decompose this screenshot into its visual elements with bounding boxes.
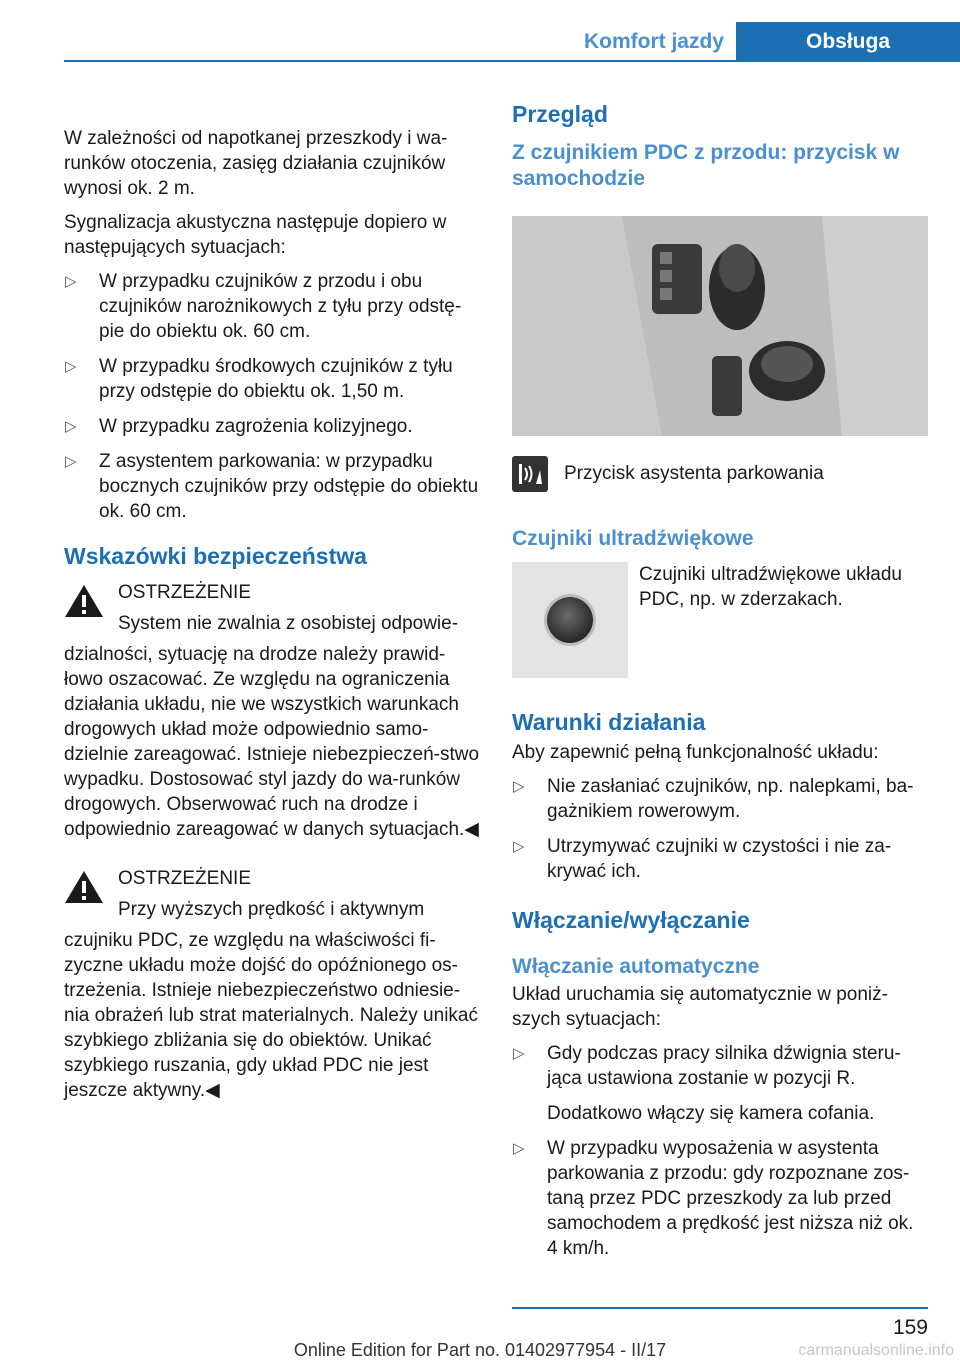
list-item: [64, 269, 480, 344]
warning-triangle-icon: [64, 584, 104, 618]
list-item: [64, 449, 480, 524]
triangle-right-icon: ▷: [65, 418, 77, 435]
list-item-text: W przypadku wyposażenia w asystenta parkowania z przodu: gdy rozpoznane zos-taną przez PDC przeszkody za lub przed samochodem a prędkość jest niższa niż ok. 4 km/h.: [547, 1138, 914, 1259]
list-item-text: W przypadku czujników z przodu i obu czujników narożnikowych z tyłu przy odstę-pie do obiektu ok. 60 cm.: [99, 271, 462, 342]
tab-komfort-jazdy[interactable]: Komfort jazdy: [583, 30, 724, 53]
warning-first-line: System nie zwalnia z osobistej odpowie-: [118, 613, 459, 634]
triangle-right-icon: ▷: [513, 838, 525, 855]
list-item-text: Utrzymywać czujniki w czystości i nie za-krywać ich.: [547, 836, 892, 882]
footer-rule: [512, 1307, 928, 1309]
auto-list: [512, 1041, 928, 1261]
warning-text: czujniku PDC, ze względu na właściwości fi-zyczne układu może dojść do opóźnionego os-trzeżenia. Istnieje niebezpieczeństwo odniesie-nia obrażeń lub strat materialnych. Należy unikać szybkiego zbliżania się do obiektów. Unikać szybkiego ruszania, gdy układ PDC nie jest jeszcze aktywny.◀: [64, 930, 478, 1101]
center-console-photo: [512, 216, 928, 436]
page-number: 159: [892, 1316, 928, 1339]
sensors-heading: Czujniki ultradźwiękowe: [512, 527, 754, 550]
warning-block-2: [64, 866, 480, 1103]
parking-button-row: [512, 456, 928, 492]
intro-paragraph-1: W zależności od napotkanej przeszkody i wa-runków otoczenia, zasięg działania czujników wynosi ok. 2 m.: [64, 128, 448, 199]
list-item-text: W przypadku środkowych czujników z tyłu przy odstępie do obiektu ok. 1,50 m.: [99, 356, 453, 402]
onoff-heading: Włączanie/wyłączanie: [512, 907, 750, 933]
list-item: [512, 774, 928, 824]
signal-list: [64, 269, 480, 524]
list-item-text: W przypadku zagrożenia kolizyjnego.: [99, 416, 413, 437]
ultrasonic-sensor-image: [512, 562, 628, 678]
list-item: [512, 834, 928, 884]
left-column: [64, 126, 480, 1103]
list-item-text: Z asystentem parkowania: w przypadku bocznych czujników przy odstępie do obiektu ok. 60 cm.: [99, 451, 479, 522]
conditions-intro: Aby zapewnić pełną funkcjonalność układu:: [512, 742, 879, 763]
list-item: [512, 1041, 928, 1126]
edition-note: Online Edition for Part no. 01402977954 - II/17: [293, 1340, 667, 1360]
list-item: [64, 354, 480, 404]
auto-heading: Włączanie automatyczne: [512, 955, 760, 978]
warning-text: dzialności, sytuację na drodze należy prawid-łowo oszacować. Ze względu na ograniczenia działania układu, nie we wszystkich warunkach drogowych układ może odpowiednio samo-dzielnie zareagować. Istnieje niebezpieczeń-stwo wypadku. Dostosować styl jazdy do wa-runków drogowych. Obserwować ruch na drodze i odpowiednio zareagować w danych sytuacjach.◀: [64, 644, 480, 840]
triangle-right-icon: ▷: [65, 273, 77, 290]
triangle-right-icon: ▷: [513, 778, 525, 795]
pdc-heading: Z czujnikiem PDC z przodu: przycisk w samochodzie: [512, 141, 900, 190]
watermark: carmanualsonline.info: [798, 1342, 954, 1359]
parking-button-caption: Przycisk asystenta parkowania: [564, 463, 824, 484]
triangle-right-icon: ▷: [65, 358, 77, 375]
overview-heading: Przegląd: [512, 101, 608, 127]
warning-title: OSTRZEŻENIE: [118, 868, 252, 889]
warning-title: OSTRZEŻENIE: [118, 582, 252, 603]
list-item-text: Gdy podczas pracy silnika dźwignia steru-jąca ustawiona zostanie w pozycji R.: [547, 1043, 901, 1089]
list-item-text: Nie zasłaniać czujników, np. nalepkami, ba-gażnikiem rowerowym.: [547, 776, 914, 822]
list-item: [64, 414, 480, 439]
sensors-description: Czujniki ultradźwiękowe układu PDC, np. w zderzakach.: [639, 564, 902, 610]
list-item: [512, 1136, 928, 1261]
triangle-right-icon: ▷: [513, 1140, 525, 1157]
tab-obsluga[interactable]: Obsługa: [736, 22, 960, 62]
intro-paragraph-2: Sygnalizacja akustyczna następuje dopiero w następujących sytuacjach:: [64, 212, 447, 258]
warning-first-line: Przy wyższych prędkość i aktywnym: [118, 899, 425, 920]
parking-assistant-icon: [512, 456, 548, 492]
auto-intro: Układ uruchamia się automatycznie w poniż-szych sytuacjach:: [512, 984, 888, 1030]
warning-block-1: [64, 580, 480, 842]
safety-heading: Wskazówki bezpieczeństwa: [64, 543, 367, 569]
sensors-row: [512, 562, 928, 678]
triangle-right-icon: ▷: [513, 1045, 525, 1062]
conditions-list: [512, 774, 928, 884]
warning-triangle-icon: [64, 870, 104, 904]
conditions-heading: Warunki działania: [512, 709, 706, 735]
list-item-subtext: Dodatkowo włączy się kamera cofania.: [547, 1103, 875, 1124]
triangle-right-icon: ▷: [65, 453, 77, 470]
right-column: [512, 100, 928, 1271]
sensor-icon: [547, 597, 593, 643]
